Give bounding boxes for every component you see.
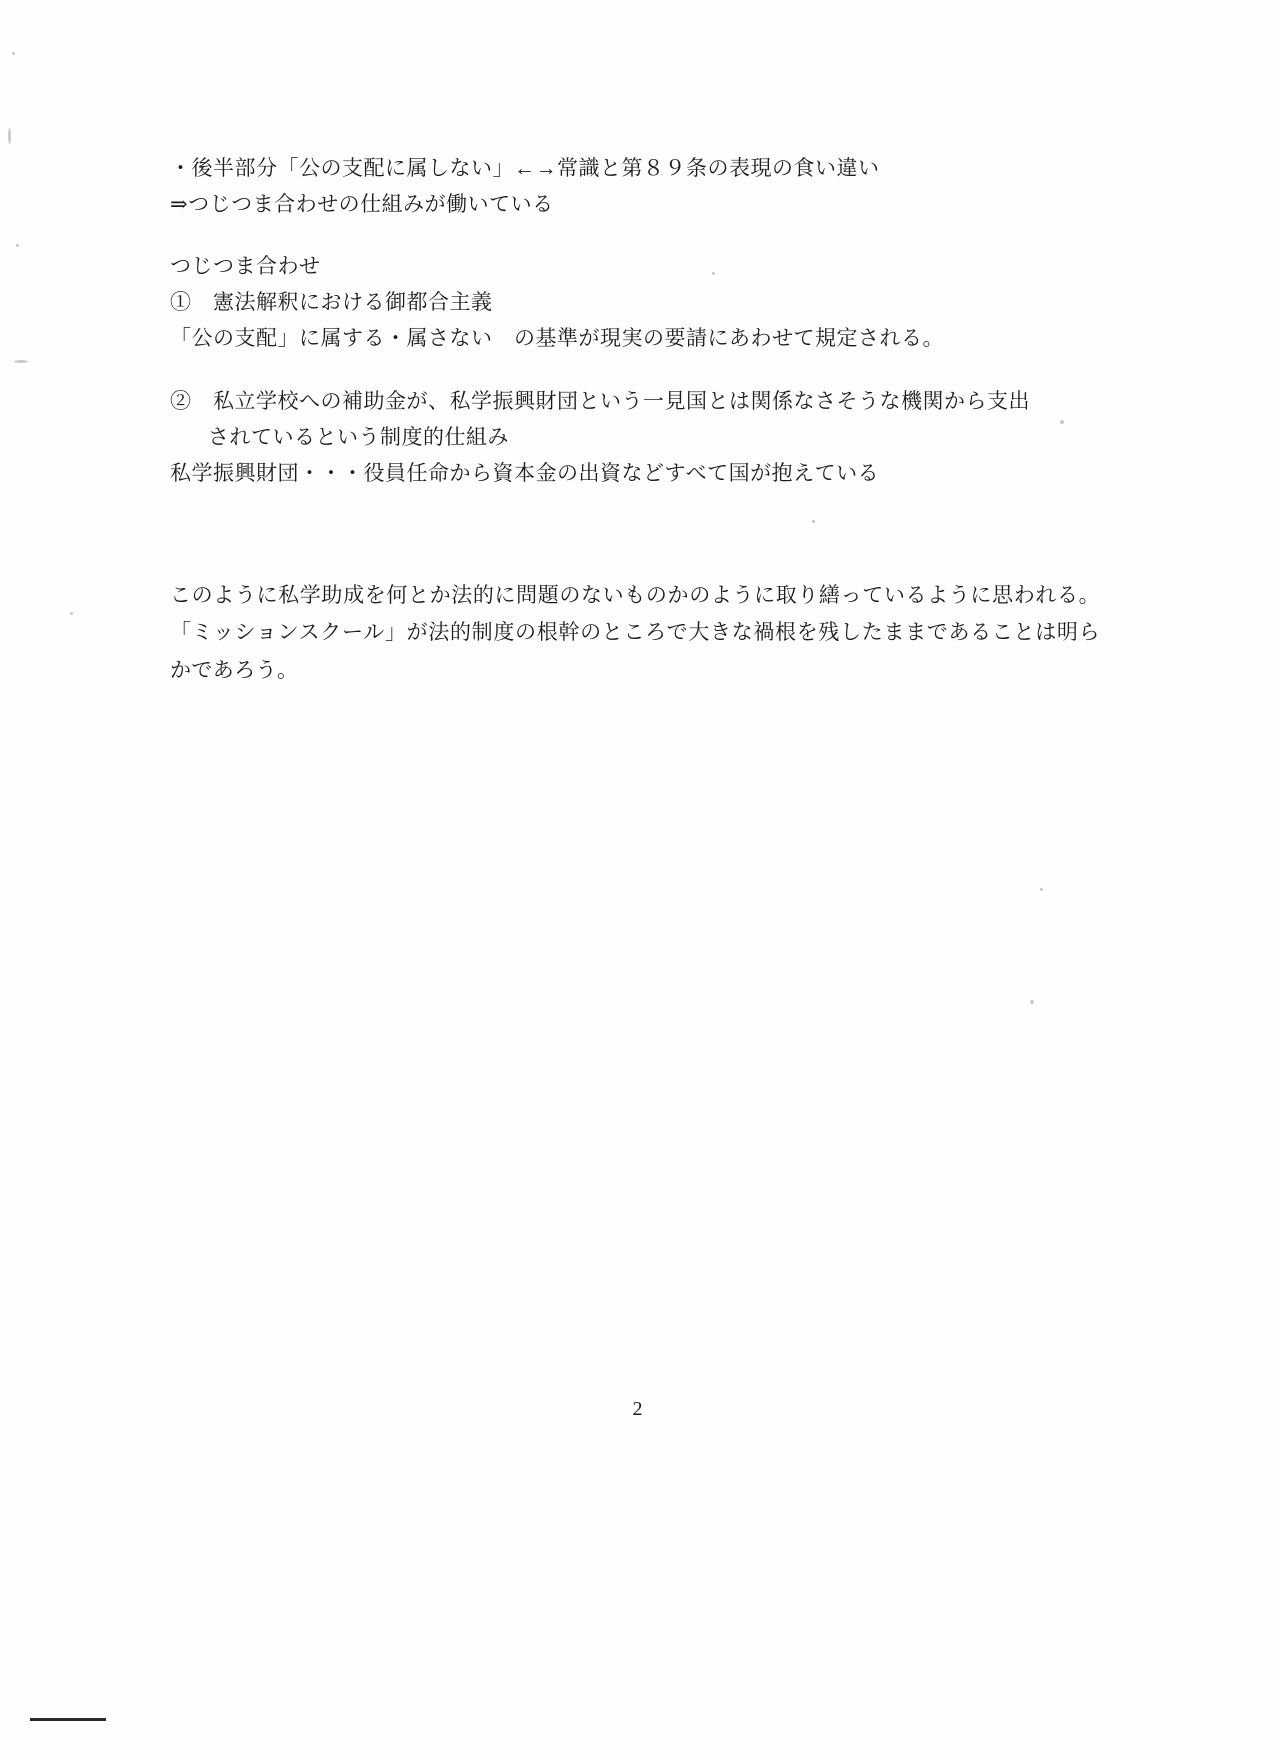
text-line: 私学振興財団・・・役員任命から資本金の出資などすべて国が抱えている bbox=[170, 460, 880, 485]
document-body bbox=[170, 150, 1100, 689]
scan-edge-mark bbox=[30, 1718, 106, 1721]
text-line: ① 憲法解釈における御都合主義 bbox=[170, 290, 493, 315]
scan-speck bbox=[1030, 1000, 1034, 1004]
scan-speck bbox=[16, 244, 19, 247]
text-line: ② 私立学校への補助金が、私学振興財団という一見国とは関係なさそうな機関から支出 bbox=[170, 388, 1030, 413]
text-line: されているという制度的仕組み bbox=[208, 424, 509, 449]
page-number: 2 bbox=[632, 1398, 643, 1420]
text-line: 「公の支配」に属する・属さない の基準が現実の要請にあわせて規定される。 bbox=[170, 326, 944, 351]
scan-speck bbox=[12, 52, 15, 55]
text-line: ⇒つじつま合わせの仕組みが働いている bbox=[170, 192, 554, 217]
spacer bbox=[170, 357, 1100, 383]
scan-speck bbox=[70, 612, 73, 615]
spacer bbox=[170, 551, 1100, 577]
spacer bbox=[170, 491, 1100, 551]
spacer bbox=[170, 222, 1100, 248]
scan-speck bbox=[14, 360, 28, 363]
scan-speck bbox=[8, 128, 11, 144]
text-line: つじつま合わせ bbox=[170, 254, 321, 279]
text-line: ・後半部分「公の支配に属しない」←→常識と第８９条の表現の食い違い bbox=[170, 156, 880, 180]
scan-speck bbox=[1040, 888, 1043, 891]
closing-paragraph: このように私学助成を何とか法的に問題のないものかのように取り繕っているように思われる。「ミッションスクール」が法的制度の根幹のところで大きな禍根を残したままであることは明らかであろう。 bbox=[170, 582, 1100, 682]
